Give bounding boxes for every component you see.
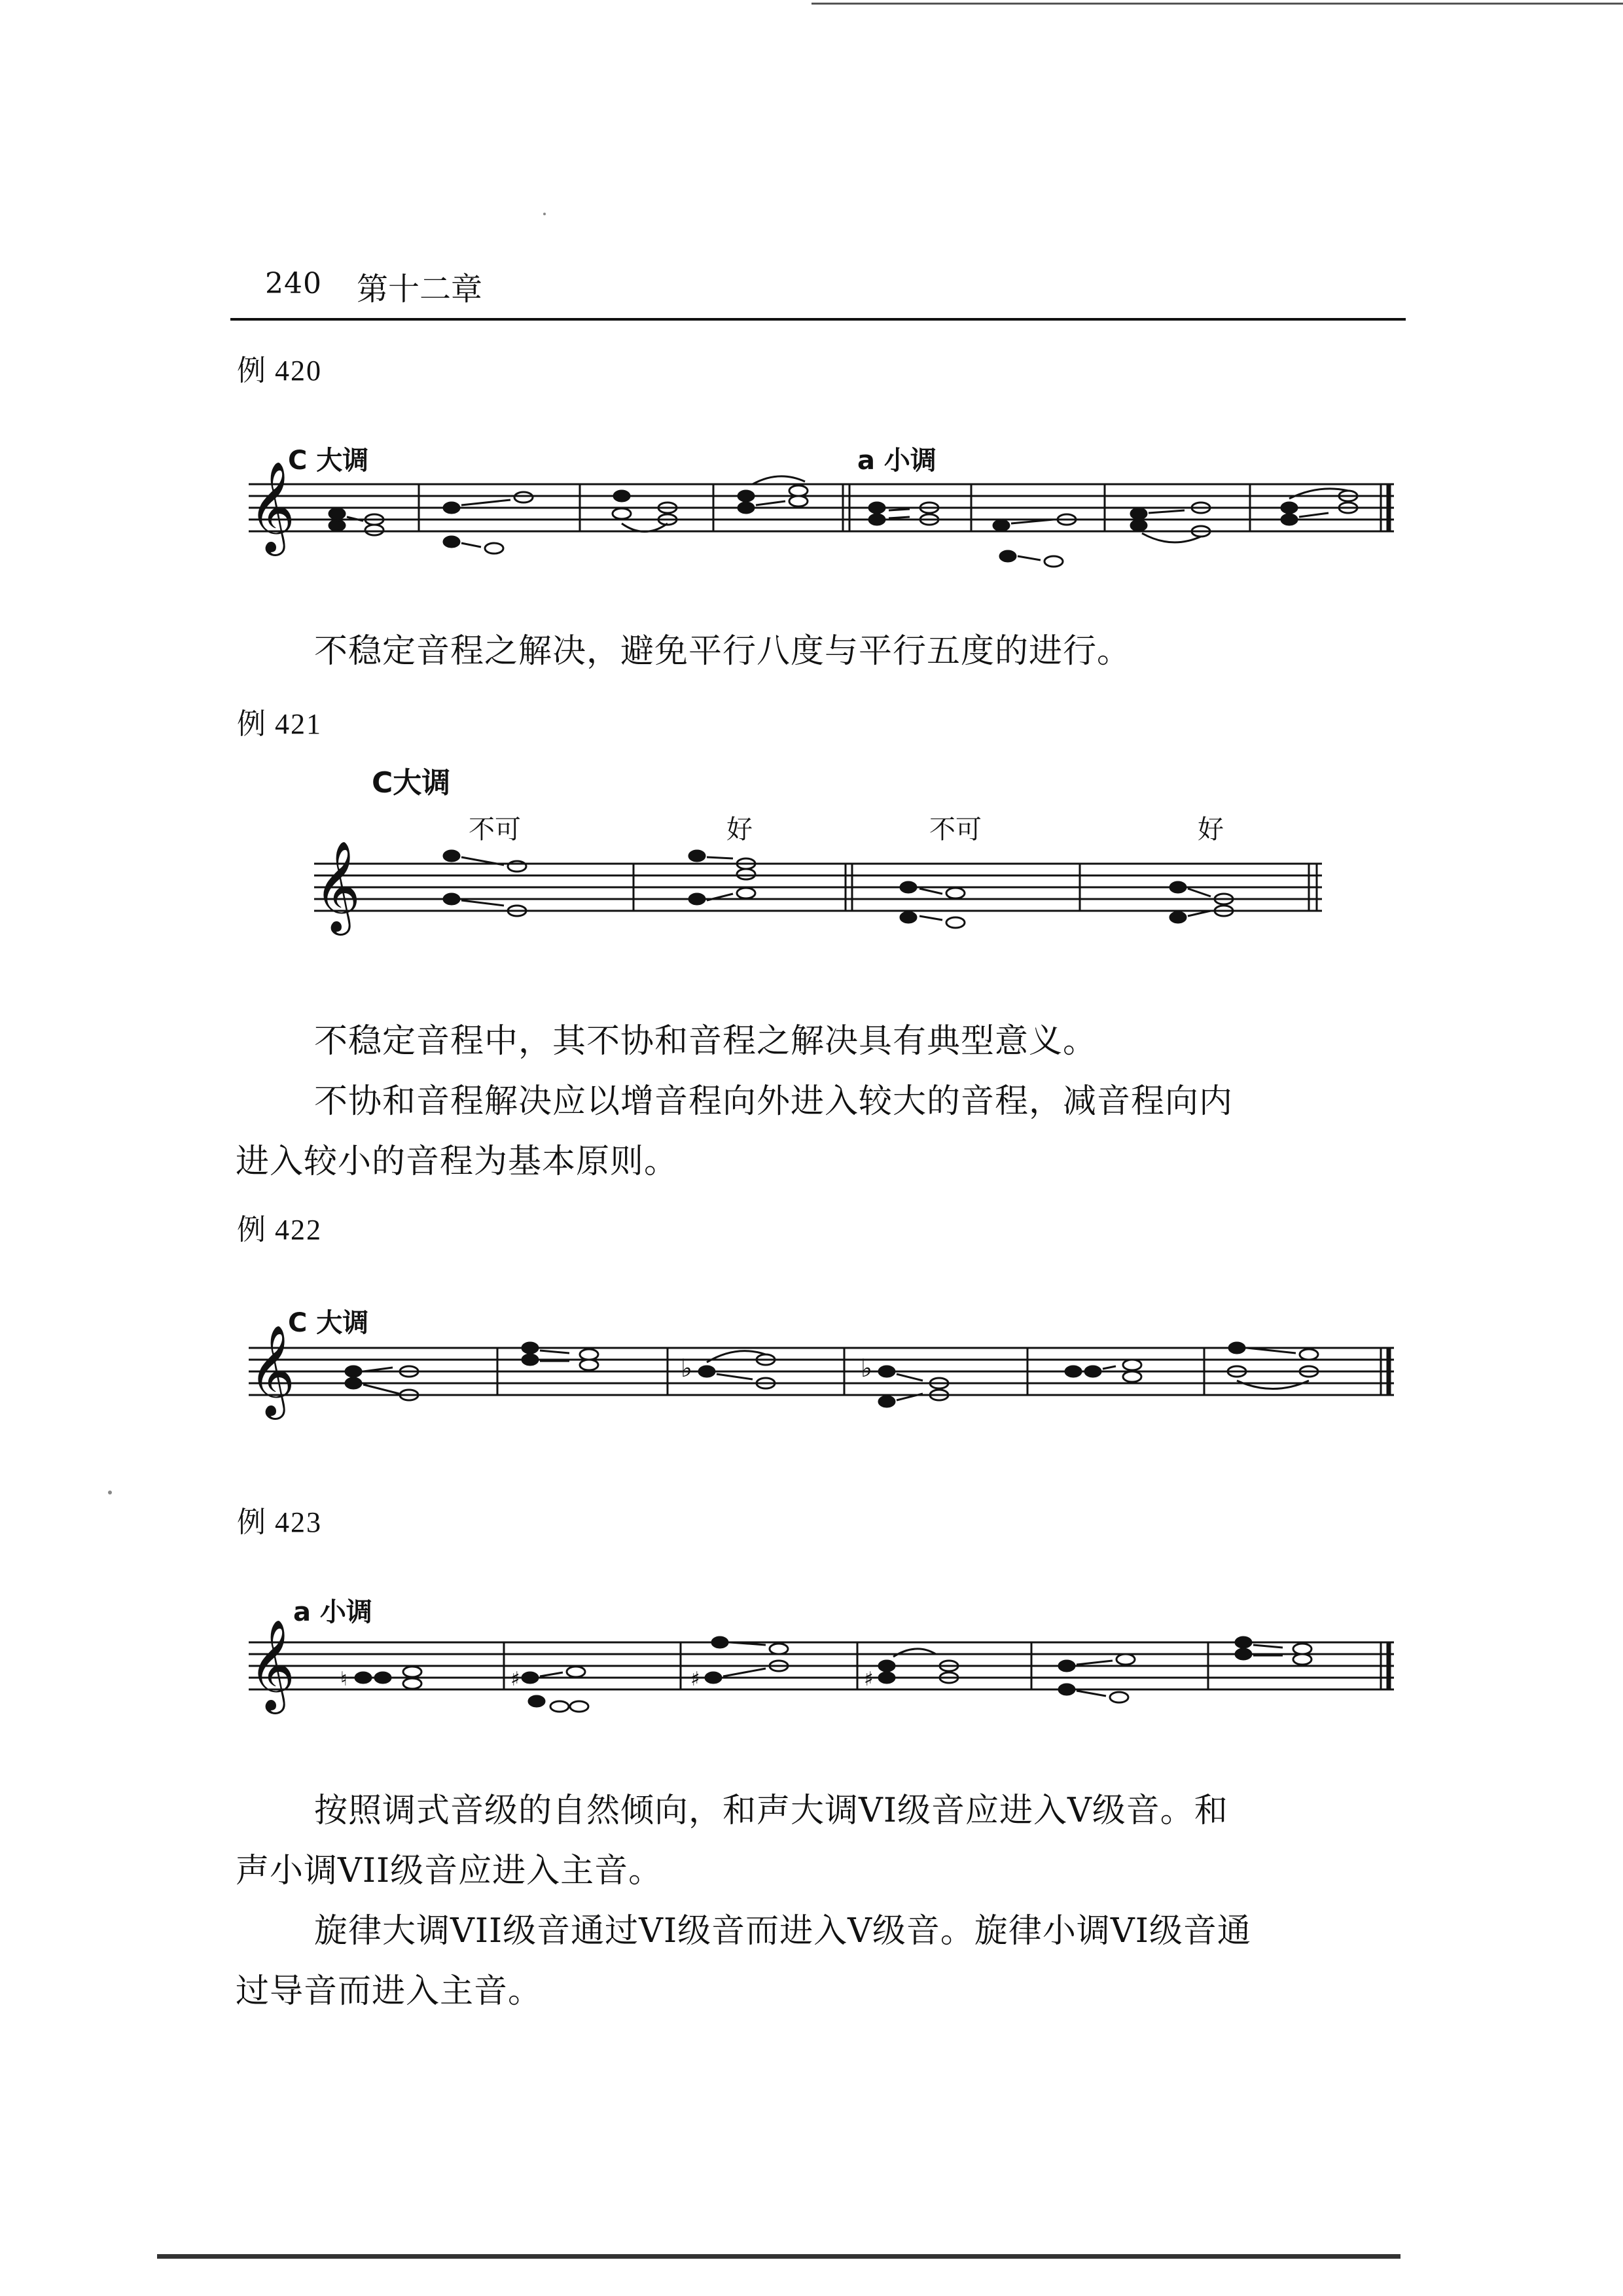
music-staff-423: [249, 1616, 1400, 1727]
paragraph: 声小调VII级音应进入主音。: [236, 1852, 663, 1890]
annotation-label: 不可: [929, 815, 982, 845]
example-label-prefix: 例: [237, 1506, 266, 1539]
music-staff-422: [249, 1322, 1400, 1433]
example-number: 422: [275, 1214, 322, 1246]
scan-speck: [543, 213, 546, 215]
paragraph: 不稳定音程中，其不协和音程之解决具有典型意义。: [314, 1022, 1097, 1061]
example-label: [237, 1498, 322, 1540]
example-number: 421: [275, 708, 322, 740]
paragraph: 不协和音程解决应以增音程向外进入较大的音程，减音程向内: [314, 1082, 1234, 1121]
annotation-label: 好: [1198, 815, 1224, 845]
chapter-title: 第十二章: [357, 271, 483, 308]
example-label: [237, 347, 322, 389]
svg-text:♯: ♯: [864, 1668, 874, 1691]
svg-text:♮: ♮: [340, 1668, 348, 1691]
svg-text:♭: ♭: [681, 1354, 692, 1383]
page-number: 240: [265, 267, 322, 300]
key-label: C大调: [372, 766, 451, 800]
svg-text:♭: ♭: [861, 1354, 872, 1383]
svg-text:𝄞: 𝄞: [249, 1325, 295, 1416]
svg-text:♯: ♯: [690, 1668, 700, 1691]
key-label: C 大调: [288, 1308, 369, 1338]
example-label-prefix: 例: [237, 354, 266, 387]
paragraph: 按照调式音级的自然倾向，和声大调VI级音应进入V级音。和: [314, 1792, 1228, 1830]
header-rule: [230, 318, 1406, 321]
scan-speck: [108, 1491, 112, 1494]
svg-text:𝄞: 𝄞: [249, 1619, 295, 1710]
annotation-label: 不可: [469, 815, 521, 845]
key-label: a 小调: [857, 446, 936, 476]
example-number: 420: [275, 355, 322, 387]
top-edge-rule: [812, 3, 1623, 5]
svg-text:𝄞: 𝄞: [249, 461, 295, 552]
example-number: 423: [275, 1506, 322, 1538]
svg-text:𝄞: 𝄞: [314, 841, 361, 932]
annotation-label: 好: [726, 815, 753, 845]
example-label-prefix: 例: [237, 707, 266, 741]
example-label-prefix: 例: [237, 1213, 266, 1246]
bottom-edge-rule: [157, 2254, 1400, 2259]
svg-text:♯: ♯: [510, 1668, 520, 1691]
paragraph: 不稳定音程之解决，避免平行八度与平行五度的进行。: [314, 632, 1132, 671]
music-staff-420: [249, 458, 1400, 576]
paragraph: 过导音而进入主音。: [236, 1972, 543, 2011]
example-label: [237, 700, 322, 742]
music-staff-421: [314, 838, 1335, 949]
key-label: a 小调: [293, 1597, 372, 1627]
example-label: [237, 1206, 322, 1248]
key-label: C 大调: [288, 446, 369, 476]
paragraph: 旋律大调VII级音通过VI级音而进入V级音。旋律小调VI级音通: [314, 1912, 1251, 1951]
paragraph: 进入较小的音程为基本原则。: [236, 1142, 679, 1181]
